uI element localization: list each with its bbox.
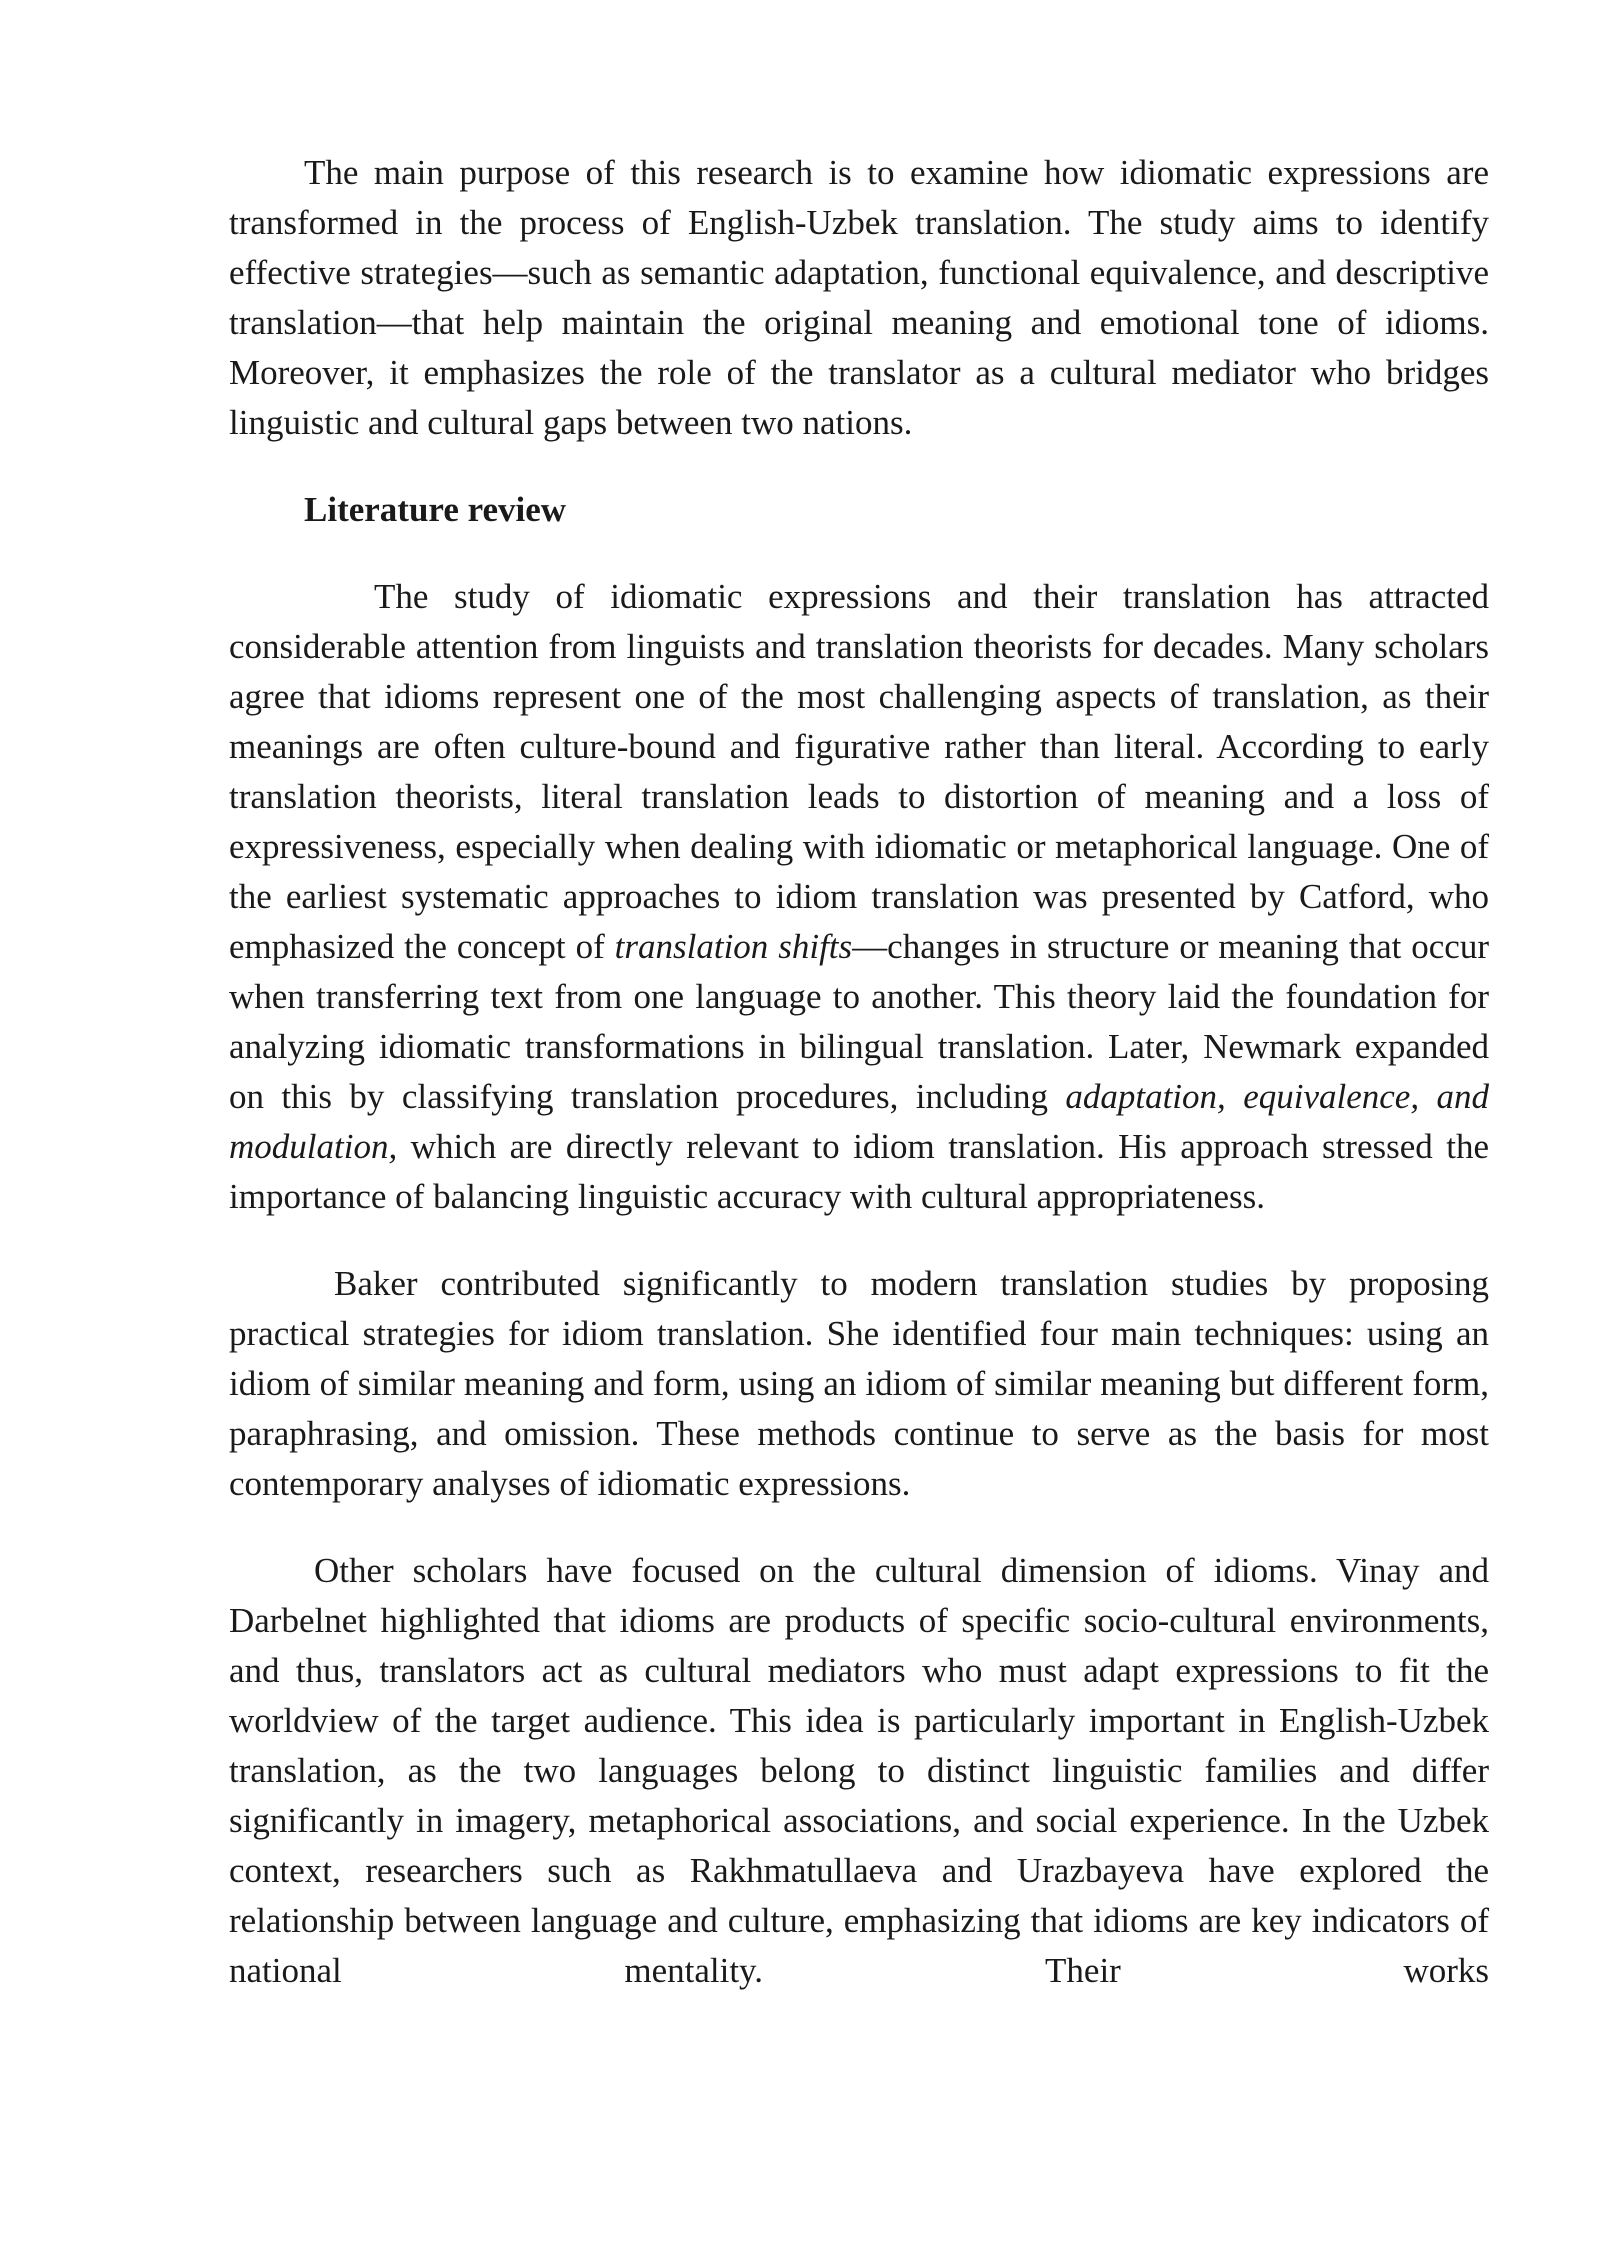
page-body: [229, 148, 1489, 2033]
section-heading-literature-review: Literature review: [304, 490, 567, 529]
lit-p1-text-part3: which are directly relevant to idiom translation. His approach stressed the importance of balancing linguistic accuracy with cultural appropriateness.: [229, 1127, 1489, 1216]
literature-review-paragraph-3: Other scholars have focused on the cultural dimension of idioms. Vinay and Darbelnet highlighted that idioms are products of specific socio-cultural environments, and thus, translators act as cultural mediators who must adapt expressions to fit the worldview of the target audience. This idea is particularly important in English-Uzbek translation, as the two languages belong to distinct linguistic families and differ significantly in imagery, metaphorical associations, and social experience. In the Uzbek context, researchers such as Rakhmatullaeva and Urazbayeva have explored the relationship between language and culture, emphasizing that idioms are key indicators of national mentality. Their works: [229, 1551, 1489, 1990]
literature-review-paragraph-2: Baker contributed significantly to modern translation studies by proposing practical strategies for idiom translation. She identified four main techniques: using an idiom of similar meaning and form, using an idiom of similar meaning but different form, paraphrasing, and omission. These methods continue to serve as the basis for most contemporary analyses of idiomatic expressions.: [229, 1264, 1489, 1503]
lit-p1-text-part1: The study of idiomatic expressions and their translation has attracted considerable attention from linguists and translation theorists for decades. Many scholars agree that idioms represent one of the most challenging aspects of translation, as their meanings are often culture-bound and figurative rather than literal. According to early translation theorists, literal translation leads to distortion of meaning and a loss of expressiveness, especially when dealing with idiomatic or metaphorical language. One of the earliest systematic approaches to idiom translation was presented by Catford, who emphasized the concept of: [229, 577, 1489, 966]
lit-p1-text-part2: —changes in structure or meaning that occur when transferring text from one language to another. This theory laid the foundation for analyzing idiomatic transformations in bilingual translation. Later, Newmark expanded on this by classifying translation procedures, including: [229, 927, 1489, 1116]
lit-p1-italic-translation-shifts: translation shifts: [614, 927, 853, 966]
lit-p1-italic-procedures: adaptation, equivalence, and modulation,: [229, 1077, 1489, 1166]
literature-review-paragraph-1: [229, 572, 1489, 1222]
purpose-paragraph: The main purpose of this research is to examine how idiomatic expressions are transformed in the process of English-Uzbek translation. The study aims to identify effective strategies—such as semantic adaptation, functional equivalence, and descriptive translation—that help maintain the original meaning and emotional tone of idioms. Moreover, it emphasizes the role of the translator as a cultural mediator who bridges linguistic and cultural gaps between two nations.: [229, 153, 1489, 442]
